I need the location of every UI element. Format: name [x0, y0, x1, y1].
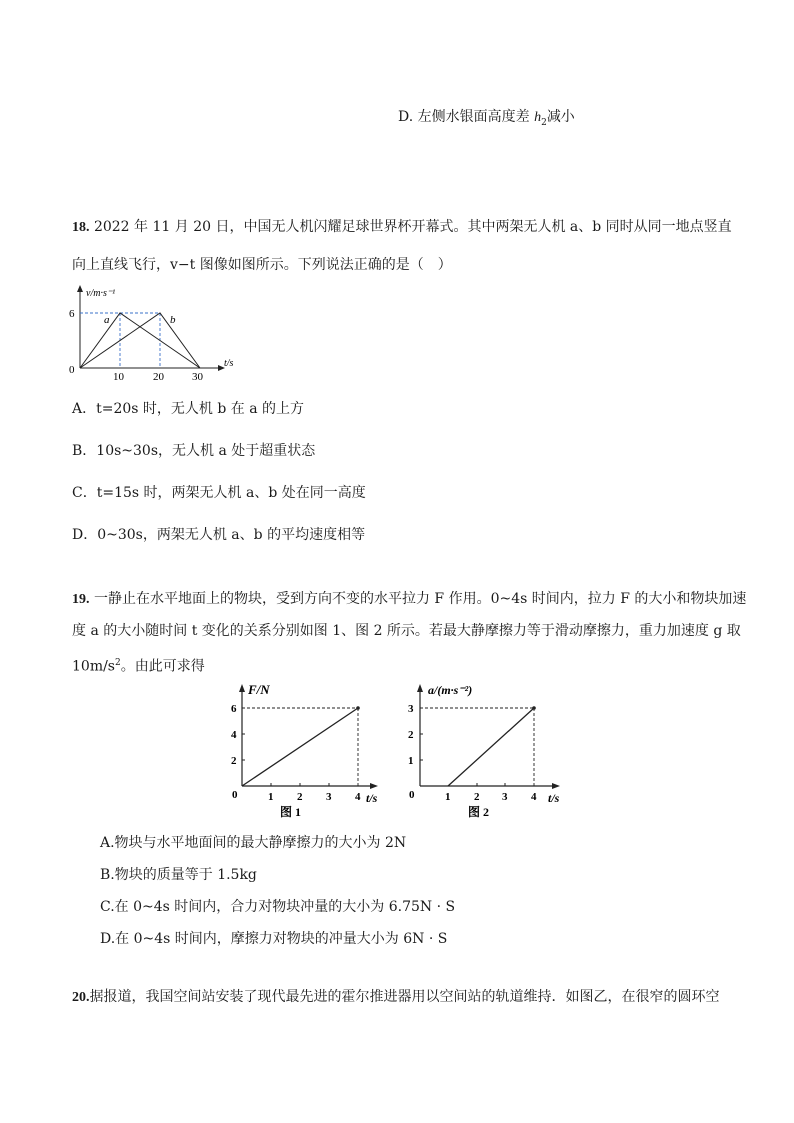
q18-label-b: b [170, 314, 176, 326]
fig1-y-tick-6: 6 [231, 703, 237, 715]
q19-number: 19. [72, 592, 90, 607]
q18-y-label: v/m·s⁻¹ [86, 288, 116, 299]
fig2-x-tick-3: 3 [502, 791, 508, 803]
fig2-data-line [448, 708, 534, 786]
fig2-x-label: t/s [548, 791, 560, 805]
q18-y-arrow [77, 285, 83, 292]
fig2-y-tick-3: 3 [408, 703, 414, 715]
fig2-x-tick-2: 2 [474, 791, 480, 803]
q19-option-a: A.物块与水平地面间的最大静摩擦力的大小为 2N [100, 835, 407, 851]
fig2-x-tick-1: 1 [445, 791, 451, 803]
fig1-caption: 图 1 [280, 805, 302, 819]
q20-number: 20. [72, 990, 90, 1005]
q18-x-tick-10: 10 [113, 371, 124, 383]
fig1-x-arrow [370, 783, 378, 789]
q18-vt-graph [60, 284, 240, 384]
q18-x-tick-20: 20 [153, 371, 164, 383]
q18-number: 18. [72, 220, 90, 235]
fig2-y-arrow [417, 684, 423, 692]
fig1-data-line [242, 708, 358, 786]
fig2-y-label: a/(m·s⁻²) [428, 683, 473, 697]
fig1-y-tick-4: 4 [231, 729, 237, 741]
q18-y-tick-6: 6 [69, 308, 75, 320]
fig1-x-tick-1: 1 [268, 791, 274, 803]
fig2-endpoint [532, 706, 536, 710]
q18-origin: 0 [69, 364, 75, 376]
q18-stem-line2: 向上直线飞行，v−t 图像如图所示。下列说法正确的是（ ） [72, 257, 452, 273]
fig1-y-label: F/N [248, 682, 270, 697]
fig1-x-tick-3: 3 [326, 791, 332, 803]
fig1-x-tick-4: 4 [355, 791, 361, 803]
q18-curve-b [80, 313, 200, 368]
q18-curve-a [80, 313, 200, 368]
fig2-caption: 图 2 [468, 805, 490, 819]
fig1-endpoint [356, 706, 360, 710]
q19-stem-line3: $10m/s^2$。由此可求得 [72, 658, 205, 675]
fig1-y-tick-2: 2 [231, 755, 237, 767]
fig2-x-arrow [552, 783, 560, 789]
fig2-origin: 0 [409, 789, 415, 801]
q18-option-a: A．t=20s 时，无人机 b 在 a 的上方 [72, 401, 305, 417]
fig2-y-tick-1: 1 [408, 755, 414, 767]
q19-option-c: C.在 0~4s 时间内，合力对物块冲量的大小为 6.75N · S [100, 899, 456, 915]
prev-option-d: D. 左侧水银面高度差 $h_2$减小 [398, 109, 575, 128]
q18-option-c: C．t=15s 时，两架无人机 a、b 处在同一高度 [72, 485, 366, 501]
q19-stem-line2: 度 a 的大小随时间 t 变化的关系分别如图 1、图 2 所示。若最大静摩擦力等于滑动摩擦力，重力加速度 g 取 [72, 623, 741, 639]
fig2-x-tick-4: 4 [531, 791, 537, 803]
q18-option-b: B．10s~30s，无人机 a 处于超重状态 [72, 443, 316, 459]
q18-label-a: a [104, 314, 110, 326]
q18-x-label: t/s [224, 358, 234, 369]
fig1-x-tick-2: 2 [297, 791, 303, 803]
q20-stem-line1: 20.据报道，我国空间站安装了现代最先进的霍尔推进器用以空间站的轨道维持．如图乙，在很窄的圆环空 [72, 989, 720, 1005]
q18-option-d: D．0~30s，两架无人机 a、b 的平均速度相等 [72, 527, 366, 543]
fig2-y-tick-2: 2 [408, 729, 414, 741]
fig1-y-arrow [239, 684, 245, 692]
q19-figure-1 [228, 680, 388, 820]
fig1-x-label: t/s [366, 791, 378, 805]
fig1-origin: 0 [232, 789, 238, 801]
q18-stem-line1: 18. 2022 年 11 月 20 日，中国无人机闪耀足球世界杯开幕式。其中两架无人机 a、b 同时从同一地点竖直 [72, 219, 732, 235]
q18-x-tick-30: 30 [192, 371, 203, 383]
q19-figure-2 [404, 680, 574, 820]
q19-option-d: D.在 0~4s 时间内，摩擦力对物块的冲量大小为 6N · S [100, 931, 448, 947]
q19-option-b: B.物块的质量等于 1.5kg [100, 867, 257, 883]
q19-stem-line1: 19. 一静止在水平地面上的物块，受到方向不变的水平拉力 F 作用。0~4s 时间内，拉力 F 的大小和物块加速 [72, 591, 747, 607]
